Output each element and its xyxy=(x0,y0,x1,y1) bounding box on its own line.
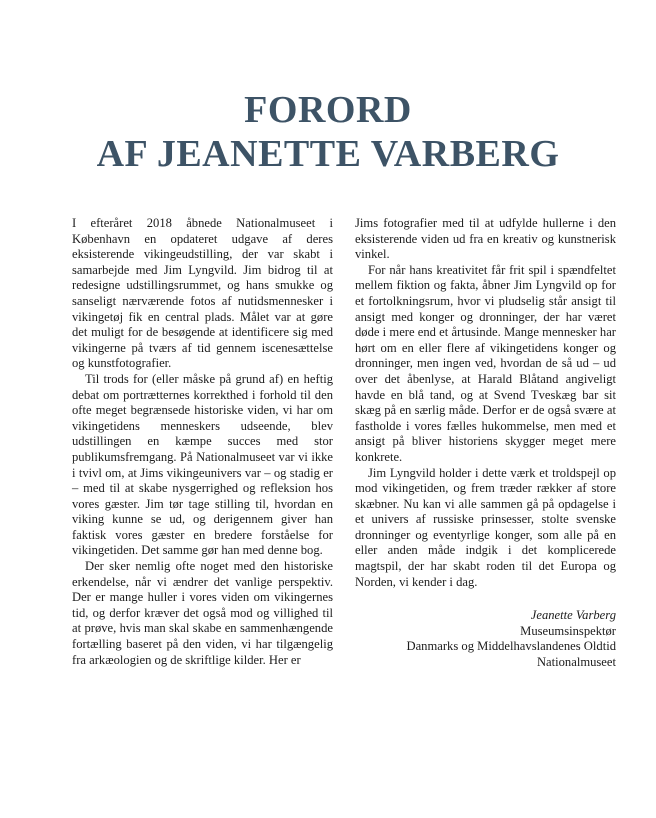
right-column xyxy=(355,216,616,671)
signature-block xyxy=(355,608,616,670)
title-line-2: AF JEANETTE VARBERG xyxy=(96,133,560,175)
paragraph: Til trods for (eller måske på grund af) en heftig debat om portrætternes korrekthed i forhold til den ofte meget begrænsede historiske viden, vi har om vikingetidens menneskers udseende, blev udstillingen en kæmpe succes med stor publikumsfremgang. På Nationalmuseet var vi ikke i tvivl om, at Jims vikingeunivers var – og stadig er – med til at skabe nysgerrighed og refleksion hos vores gæster. Jim tør tage stilling til, hvordan en viking kunne se ud, og derigennem giver han faktisk vores gæster en bredere forståelse for vikingetiden. Det samme gør han med denne bog. xyxy=(72,371,333,558)
signature-institution: Nationalmuseet xyxy=(536,655,616,670)
paragraph: Jims fotografier med til at udfylde hullerne i den eksisterende viden ud fra en kreativ og kunstnerisk vinkel. xyxy=(355,216,616,262)
signature-department: Danmarks og Middelhavslandenes Oldtid xyxy=(406,639,616,654)
left-column xyxy=(72,216,333,668)
paragraph: For når hans kreativitet får frit spil i spændfeltet mellem fiktion og fakta, åbner Jim Lyngvild op for et fortolkningsrum, hvor vi pludselig står ansigt til ansigt med konger og dronninger, der har været døde i mere end et årtusinde. Mange mennesker har hørt om en eller flere af vikingetidens konger og dronninger, men ingen ved, hvordan de så ud – ud over det åbenlyse, at Harald Blåtand angiveligt havde en blå tand, og at Svend Tveskæg bar sit skæg på en særlig måde. Derfor er de også svære at fastholde i vores fælles hukommelse, men med et ansigt på bliver historiens skygger meget mere konkrete. xyxy=(355,262,616,464)
paragraph: I efteråret 2018 åbnede Nationalmuseet i København en opdateret udgave af deres eksisterende vikingeudstilling, der var skabt i samarbejde med Jim Lyngvild. Jim bidrog til at redesigne udstillingsrummet, og hans smukke og sanseligt nærværende fotos af nutidsmennesker i vikingetøj fik en central plads. Målet var at gøre det muligt for de besøgende at identificere sig med vikingerne på tværs af tid gennem iscenesættelse og kunstfotografier. xyxy=(72,216,333,371)
title-line-1: FORORD xyxy=(244,89,412,131)
signature-role: Museumsinspektør xyxy=(520,623,616,638)
paragraph: Jim Lyngvild holder i dette værk et troldspejl op mod vikingetiden, og frem træder rækker af store skæbner. Nu kan vi alle sammen gå på opdagelse i et univers af russiske prinsesser, stolte svenske dronninger og eventyrlige konger, som alle på en eller anden måde indgik i det komplicerede magtspil, der har skabt roden til det Europa og Norden, vi kender i dag. xyxy=(355,465,616,589)
signature-name: Jeanette Varberg xyxy=(530,608,616,623)
page-title xyxy=(0,88,656,176)
paragraph: Der sker nemlig ofte noget med den historiske erkendelse, når vi ændrer det vanlige perspektiv. Der er mange huller i vores viden om vikingernes tid, og derfor kræver det også mod og villighed til at prøve, hvis man skal skabe en sammenhængende fortælling baseret på den viden, vi har tilgængelig fra arkæologien og de skriftlige kilder. Her er xyxy=(72,559,333,667)
